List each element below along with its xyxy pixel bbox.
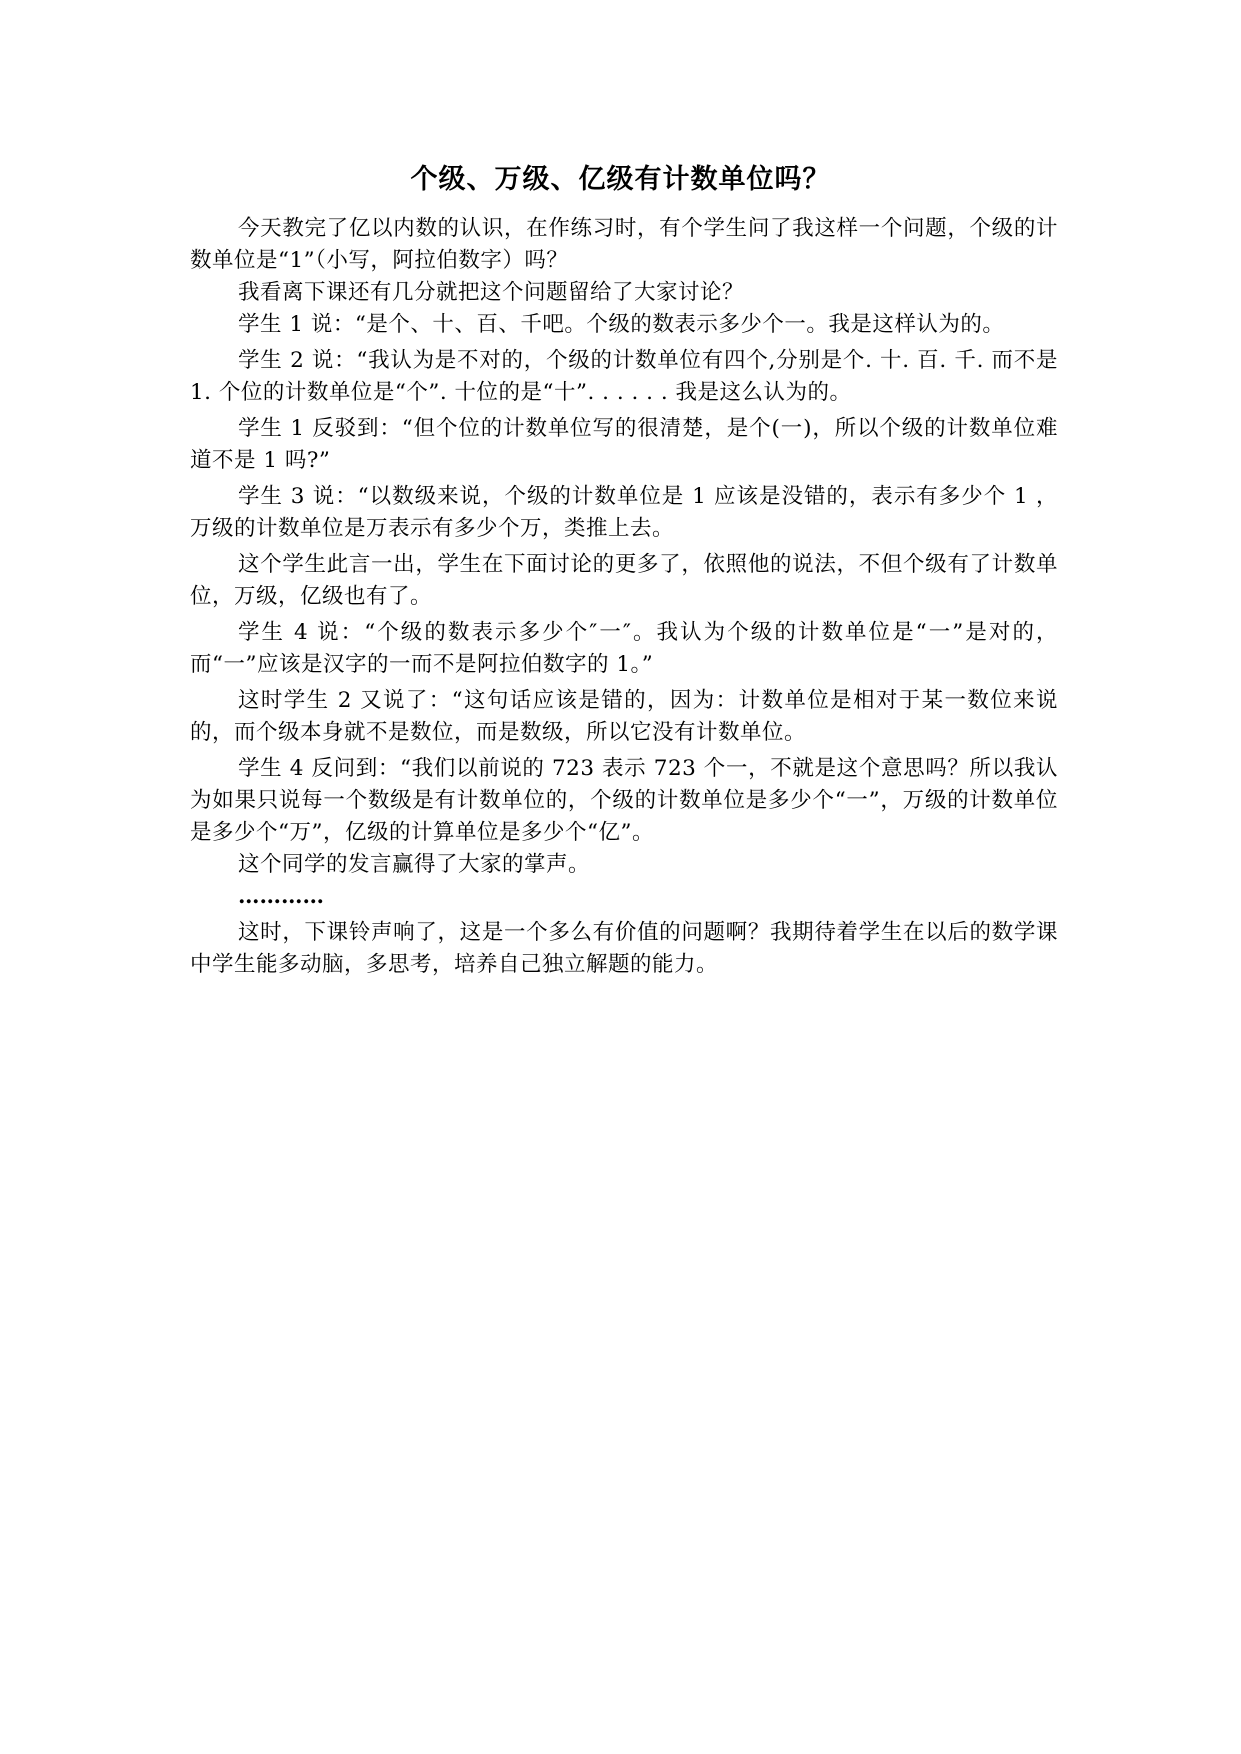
paragraph: 学生 4 反问到：“我们以前说的 723 表示 723 个一，不就是这个意思吗？所以我认为如果只说每一个数级是有计数单位的，个级的计数单位是多少个“一”，万级的计数单位是多少个“万”，亿级的计算单位是多少个“亿”。 bbox=[190, 756, 1058, 845]
paragraph: 学生 3 说：“以数级来说，个级的计数单位是 1 应该是没错的，表示有多少个 1 ，万级的计数单位是万表示有多少个万，类推上去。 bbox=[190, 484, 1058, 541]
paragraph: 这个学生此言一出，学生在下面讨论的更多了，依照他的说法，不但个级有了计数单位，万级，亿级也有了。 bbox=[190, 552, 1058, 609]
document-title: 个级、万级、亿级有计数单位吗？ bbox=[410, 164, 831, 195]
paragraph: 我看离下课还有几分就把这个问题留给了大家讨论？ bbox=[238, 280, 745, 305]
paragraph: 这个同学的发言赢得了大家的掌声。 bbox=[238, 852, 591, 877]
paragraph: 学生 2 说：“我认为是不对的，个级的计数单位有四个,分别是个. 十. 百. 千. 而不是 1. 个位的计数单位是“个”. 十位的是“十”. . . . . . 我是这么认为的。 bbox=[190, 348, 1058, 405]
closing-paragraph: 这时，下课铃声响了，这是一个多么有价值的问题啊？我期待着学生在以后的数学课中学生能多动脑，多思考，培养自己独立解题的能力。 bbox=[190, 920, 1058, 977]
paragraph: 今天教完了亿以内数的认识，在作练习时，有个学生问了我这样一个问题，个级的计数单位是“1”（小写，阿拉伯数字）吗？ bbox=[190, 216, 1058, 273]
ellipsis-line: ………… bbox=[238, 884, 324, 909]
paragraph: 学生 1 说：“是个、十、百、千吧。个级的数表示多少个一。我是这样认为的。 bbox=[238, 312, 1005, 337]
paragraph: 学生 4 说：“个级的数表示多少个″一″。我认为个级的计数单位是“一”是对的，而“一”应该是汉字的一而不是阿拉伯数字的 1。” bbox=[190, 620, 1058, 677]
paragraph: 这时学生 2 又说了：“这句话应该是错的，因为：计数单位是相对于某一数位来说的，而个级本身就不是数位，而是数级，所以它没有计数单位。 bbox=[190, 688, 1058, 745]
document-body bbox=[190, 213, 1058, 981]
paragraph: 学生 1 反驳到：“但个位的计数单位写的很清楚，是个(一)，所以个级的计数单位难道不是 1 吗?” bbox=[190, 416, 1058, 473]
